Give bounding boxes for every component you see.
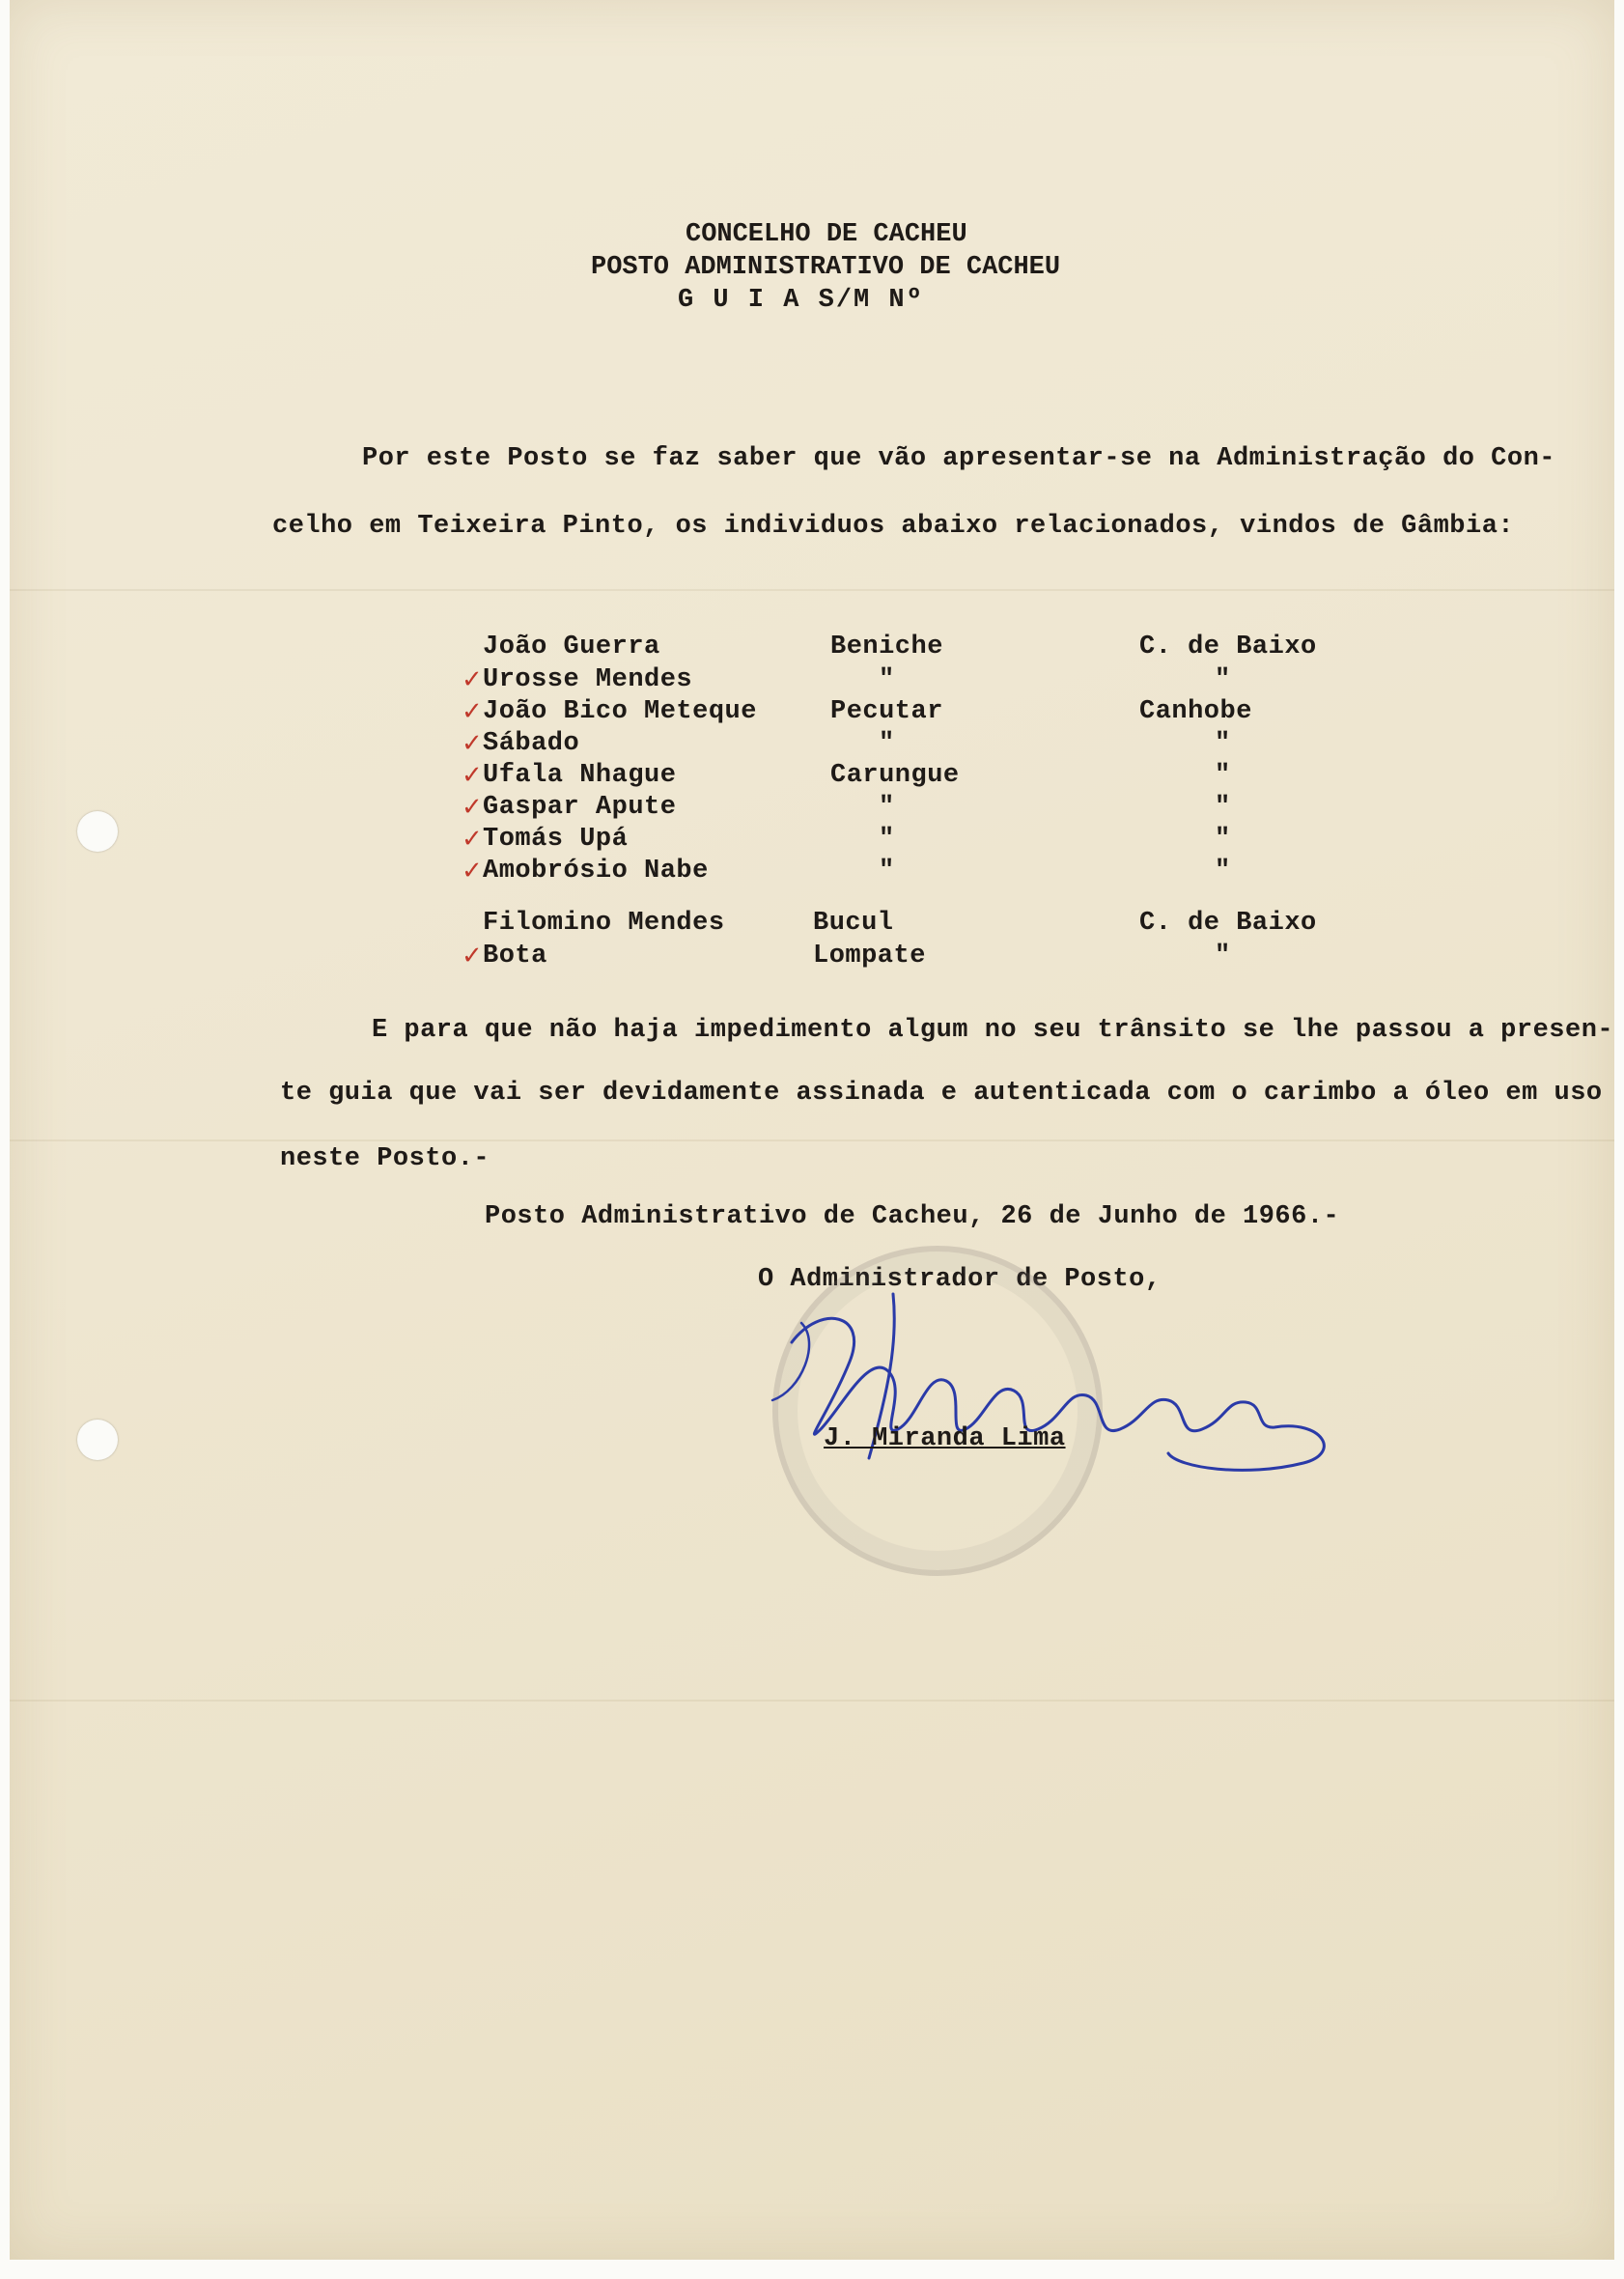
person-place: Bucul (813, 909, 894, 938)
red-check-icon: ✓ (462, 857, 483, 886)
person-name: Filomino Mendes (483, 909, 725, 938)
person-region: C. de Baixo (1139, 633, 1317, 661)
person-region: " (1215, 665, 1231, 694)
closing-line-1: E para que não haja impedimento algum no seu trânsito se lhe passou a presen- (372, 1016, 1614, 1045)
red-check-icon: ✓ (462, 793, 483, 822)
signatory-title: O Administrador de Posto, (758, 1265, 1162, 1294)
person-place: " (879, 665, 895, 694)
person-place: " (879, 857, 895, 886)
person-name: João Bico Meteque (483, 697, 757, 726)
paper-crease (10, 1140, 1614, 1141)
person-name: Amobrósio Nabe (483, 857, 709, 886)
red-check-icon: ✓ (462, 697, 483, 726)
person-place: Carungue (830, 761, 960, 790)
person-name: Sábado (483, 729, 580, 758)
list-item (462, 793, 1352, 824)
signatory-name: J. Miranda Lima (824, 1424, 1066, 1453)
person-place: Pecutar (830, 697, 943, 726)
date-line: Posto Administrativo de Cacheu, 26 de Junho de 1966.- (485, 1202, 1340, 1231)
person-place: " (879, 729, 895, 758)
header-line-3: G U I A S/M Nº (678, 286, 924, 315)
person-name: Tomás Upá (483, 825, 629, 854)
list-item (483, 633, 1352, 663)
list-item (462, 729, 1352, 760)
closing-line-3: neste Posto.- (280, 1144, 490, 1173)
person-name: Ufala Nhague (483, 761, 677, 790)
header-line-2: POSTO ADMINISTRATIVO DE CACHEU (591, 253, 1061, 282)
red-check-icon: ✓ (462, 825, 483, 854)
people-list (462, 633, 1352, 980)
list-item (462, 761, 1352, 792)
red-check-icon: ✓ (462, 761, 483, 790)
person-region: " (1215, 942, 1231, 971)
intro-line-1: Por este Posto se faz saber que vão apresentar-se na Administração do Con- (362, 444, 1555, 473)
list-item (462, 942, 1352, 972)
list-item (462, 825, 1352, 856)
person-name: Gaspar Apute (483, 793, 677, 822)
closing-line-2: te guia que vai ser devidamente assinada e autenticada com o carimbo a óleo em uso (280, 1079, 1603, 1108)
list-item (462, 665, 1352, 696)
list-item (483, 909, 1352, 940)
person-place: Lompate (813, 942, 926, 971)
person-name: Bota (483, 942, 547, 971)
document-page (10, 0, 1614, 2260)
red-check-icon: ✓ (462, 729, 483, 758)
person-place: Beniche (830, 633, 943, 661)
person-name: João Guerra (483, 633, 660, 661)
person-region: " (1215, 729, 1231, 758)
paper-crease (10, 1700, 1614, 1702)
person-region: C. de Baixo (1139, 909, 1317, 938)
punch-hole (77, 811, 118, 852)
person-place: " (879, 825, 895, 854)
header-line-1: CONCELHO DE CACHEU (686, 220, 967, 249)
person-region: Canhobe (1139, 697, 1252, 726)
person-region: " (1215, 761, 1231, 790)
person-region: " (1215, 857, 1231, 886)
punch-hole (77, 1420, 118, 1460)
intro-line-2: celho em Teixeira Pinto, os individuos abaixo relacionados, vindos de Gâmbia: (272, 512, 1515, 541)
list-item (462, 857, 1352, 887)
red-check-icon: ✓ (462, 665, 483, 694)
person-name: Urosse Mendes (483, 665, 693, 694)
red-check-icon: ✓ (462, 942, 483, 971)
paper-crease (10, 589, 1614, 591)
person-region: " (1215, 793, 1231, 822)
person-place: " (879, 793, 895, 822)
list-item (462, 697, 1352, 728)
person-region: " (1215, 825, 1231, 854)
